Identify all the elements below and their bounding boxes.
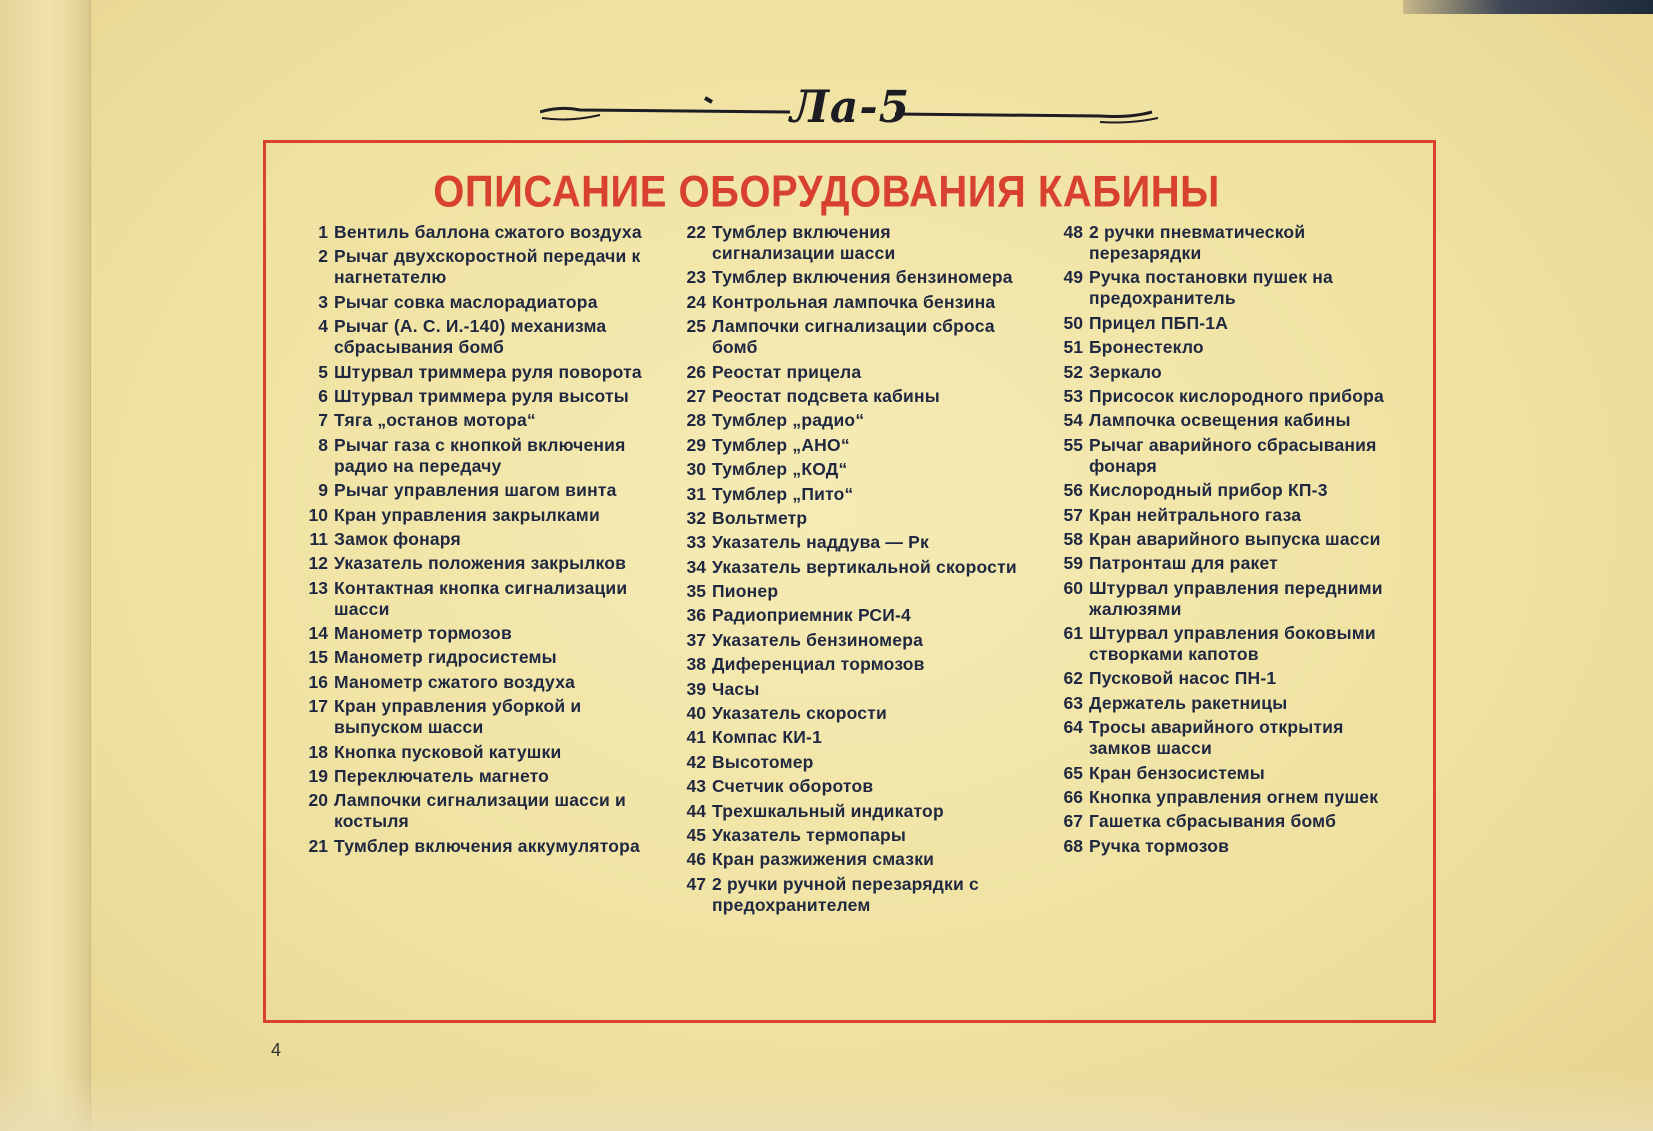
list-item (1055, 693, 1400, 714)
item-number: 66 (1063, 787, 1083, 808)
item-text: Рычаг управления шагом винта (334, 480, 617, 501)
item-number: 40 (686, 703, 706, 724)
item-number: 68 (1063, 835, 1083, 856)
item-number: 57 (1063, 504, 1083, 525)
list-item (678, 654, 1018, 675)
item-number: 65 (1063, 762, 1083, 783)
page-title: ОПИСАНИЕ ОБОРУДОВАНИЯ КАБИНЫ (433, 167, 1220, 217)
item-text: Лампочка освещения кабины (1089, 410, 1351, 431)
item-number: 23 (686, 267, 706, 288)
list-item (678, 825, 1018, 846)
list-item (1055, 386, 1400, 407)
list-item (1055, 811, 1400, 832)
item-number: 11 (309, 528, 328, 549)
item-text: Тумблер „Пито“ (712, 483, 854, 504)
item-number: 24 (686, 291, 706, 312)
item-text: 2 ручки пневматической перезарядки (1089, 222, 1306, 263)
item-number: 55 (1063, 434, 1083, 455)
aircraft-logo: Ла-5 (790, 82, 911, 133)
list-item (300, 480, 645, 501)
item-number: 5 (318, 361, 328, 382)
item-text: Вольтметр (712, 507, 808, 528)
item-text: Тумблер включения сигнализации шасси (712, 222, 896, 263)
item-number: 60 (1063, 577, 1083, 598)
item-number: 1 (318, 222, 328, 242)
item-number: 63 (1063, 692, 1083, 713)
item-number: 26 (686, 361, 706, 382)
item-number: 30 (686, 459, 706, 480)
item-number: 32 (686, 507, 706, 528)
list-item (678, 362, 1018, 383)
item-text: Реостат прицела (712, 361, 862, 382)
item-number: 44 (686, 800, 706, 821)
column-2 (678, 222, 1018, 919)
item-text: Рычаг газа с кнопкой включения радио на передачу (334, 434, 626, 476)
item-number: 37 (686, 629, 706, 650)
column-1 (300, 222, 645, 860)
list-item (678, 459, 1018, 480)
list-item (678, 484, 1018, 505)
item-text: Кнопка пусковой катушки (334, 741, 562, 762)
item-text: Указатель скорости (712, 703, 887, 724)
item-text: Манометр гидросистемы (334, 647, 557, 668)
item-number: 34 (686, 556, 706, 577)
list-item (1055, 717, 1400, 759)
item-text: Компас КИ-1 (712, 727, 823, 748)
item-number: 62 (1063, 668, 1083, 689)
item-text: Кран нейтрального газа (1089, 504, 1302, 525)
list-item (678, 849, 1018, 870)
list-item (300, 529, 645, 550)
item-text: Лампочки сигнализации сброса бомб (712, 316, 995, 358)
item-number: 31 (686, 483, 706, 504)
item-number: 16 (308, 671, 328, 692)
item-text: Указатель наддува — Pк (712, 532, 929, 553)
item-number: 35 (686, 581, 706, 602)
item-number: 6 (318, 385, 328, 406)
item-text: Штурвал управления передними жалюзями (1089, 577, 1383, 619)
item-text: Присосок кислородного прибора (1089, 385, 1384, 406)
list-item (678, 776, 1018, 797)
item-text: Высотомер (712, 751, 814, 772)
item-number: 22 (686, 222, 706, 242)
list-item (678, 532, 1018, 553)
list-item (678, 703, 1018, 724)
item-text: Штурвал управления боковыми створками капотов (1089, 623, 1376, 665)
item-text: Штурвал триммера руля поворота (334, 361, 642, 382)
item-text: Тяга „останов мотора“ (334, 410, 536, 431)
page-number: 4 (271, 1040, 282, 1060)
item-text: Тумблер „радио“ (712, 410, 865, 431)
item-number: 43 (686, 776, 706, 797)
list-item (678, 386, 1018, 407)
item-number: 4 (318, 316, 328, 337)
list-item (678, 267, 1018, 288)
list-item (678, 679, 1018, 700)
list-item (300, 435, 645, 477)
item-number: 61 (1063, 623, 1083, 644)
item-number: 18 (308, 741, 328, 762)
item-number: 58 (1063, 528, 1083, 549)
item-text: Кнопка управления огнем пушек (1089, 787, 1379, 808)
list-item (1055, 480, 1400, 501)
item-text: Замок фонаря (334, 528, 461, 549)
item-number: 3 (318, 291, 328, 312)
item-text: Тросы аварийного открытия замков шасси (1089, 717, 1344, 759)
item-text: Переключатель магнето (334, 766, 550, 787)
item-number: 13 (308, 577, 328, 598)
item-text: Счетчик оборотов (712, 776, 874, 797)
item-text: Ручка тормозов (1089, 835, 1230, 856)
item-number: 19 (308, 766, 328, 787)
list-item (300, 790, 645, 832)
item-text: Штурвал триммера руля высоты (334, 385, 629, 406)
item-number: 25 (686, 316, 706, 337)
item-number: 48 (1063, 222, 1083, 242)
item-text: Бронестекло (1089, 337, 1204, 358)
item-number: 64 (1063, 717, 1083, 738)
item-text: Реостат подсвета кабины (712, 385, 940, 406)
item-number: 17 (308, 696, 328, 717)
item-number: 28 (686, 410, 706, 431)
list-item (300, 623, 645, 644)
list-item (678, 801, 1018, 822)
item-text: Тумблер „АНО“ (712, 434, 850, 455)
item-number: 53 (1063, 385, 1083, 406)
item-text: Пионер (712, 581, 779, 602)
list-item (1055, 267, 1400, 309)
item-number: 27 (686, 385, 706, 406)
item-number: 10 (308, 504, 328, 525)
list-item (300, 292, 645, 313)
list-item (1055, 435, 1400, 477)
list-item (300, 696, 645, 738)
list-item (1055, 529, 1400, 550)
item-text: Тумблер „КОД“ (712, 459, 848, 480)
item-number: 38 (686, 654, 706, 675)
list-item (300, 578, 645, 620)
list-item (300, 410, 645, 431)
item-text: Держатель ракетницы (1089, 692, 1288, 713)
list-item (678, 605, 1018, 626)
list-item (300, 647, 645, 668)
item-number: 12 (308, 553, 328, 574)
list-item (300, 316, 645, 358)
item-number: 8 (318, 434, 328, 455)
item-text: Лампочки сигнализации шасси и костыля (334, 790, 627, 832)
item-text: Указатель термопары (712, 824, 907, 845)
list-item (678, 752, 1018, 773)
list-item (1055, 505, 1400, 526)
list-item (1055, 222, 1400, 264)
item-text: Кран аварийного выпуска шасси (1089, 528, 1381, 549)
list-item (678, 874, 1018, 916)
list-item (678, 316, 1018, 358)
item-text: Рычаг совка маслорадиатора (334, 291, 598, 312)
item-number: 33 (686, 532, 706, 553)
item-number: 42 (686, 751, 706, 772)
item-number: 56 (1063, 480, 1083, 501)
item-text: Рычаг аварийного сбрасывания фонаря (1089, 434, 1377, 476)
item-number: 9 (318, 480, 328, 501)
item-text: Контактная кнопка сигнализации шасси (334, 577, 628, 619)
item-text: Кран управления уборкой и выпуском шасси (334, 696, 582, 738)
item-text: Кран разжижения смазки (712, 849, 935, 870)
item-number: 59 (1063, 553, 1083, 574)
item-text: Тумблер включения аккумулятора (334, 835, 640, 856)
list-item (300, 766, 645, 787)
item-text: Рычаг (А. С. И.-140) механизма сбрасывания бомб (334, 316, 607, 358)
item-text: Контрольная лампочка бензина (712, 291, 996, 312)
list-item (678, 630, 1018, 651)
item-text: Манометр сжатого воздуха (334, 671, 576, 692)
item-text: Кран управления закрылками (334, 504, 600, 525)
item-number: 51 (1063, 337, 1083, 358)
item-text: Радиоприемник РСИ-4 (712, 605, 911, 626)
list-item (1055, 410, 1400, 431)
cover-edge (1403, 0, 1653, 14)
aircraft-header (540, 82, 1160, 142)
list-item (1055, 337, 1400, 358)
list-item (1055, 623, 1400, 665)
item-number: 2 (318, 246, 328, 267)
list-item (300, 505, 645, 526)
item-text: Ручка постановки пушек на предохранитель (1089, 267, 1333, 309)
item-text: Манометр тормозов (334, 623, 512, 644)
item-text: Трехшкальный индикатор (712, 800, 944, 821)
list-item (1055, 362, 1400, 383)
list-item (678, 292, 1018, 313)
item-number: 52 (1063, 361, 1083, 382)
item-text: Часы (712, 678, 760, 699)
item-text: Рычаг двухскоростной передачи к нагнетателю (334, 246, 641, 288)
list-item (300, 742, 645, 763)
item-number: 47 (686, 873, 706, 894)
list-item (678, 435, 1018, 456)
page-bottom-edge (0, 1071, 1653, 1131)
item-number: 41 (686, 727, 706, 748)
list-item (678, 508, 1018, 529)
item-number: 15 (308, 647, 328, 668)
item-number: 54 (1063, 410, 1083, 431)
item-text: Гашетка сбрасывания бомб (1089, 811, 1337, 832)
item-number: 7 (318, 410, 328, 431)
list-item (678, 581, 1018, 602)
item-text: Кислородный прибор КП-3 (1089, 480, 1328, 501)
list-item (300, 222, 645, 243)
list-item (300, 362, 645, 383)
item-text: Кран бензосистемы (1089, 762, 1265, 783)
item-text: Прицел ПБП-1А (1089, 312, 1229, 333)
item-text: 2 ручки ручной перезарядки с предохранителем (712, 873, 979, 915)
list-item (678, 222, 1018, 264)
item-text: Диференциал тормозов (712, 654, 925, 675)
item-number: 49 (1063, 267, 1083, 288)
item-number: 21 (308, 835, 328, 856)
list-item (300, 836, 645, 857)
item-text: Вентиль баллона сжатого воздуха (334, 222, 642, 242)
item-text: Тумблер включения бензиномера (712, 267, 1013, 288)
list-item (1055, 836, 1400, 857)
list-item (1055, 787, 1400, 808)
item-text: Зеркало (1089, 361, 1162, 382)
list-item (1055, 578, 1400, 620)
list-item (300, 672, 645, 693)
item-number: 46 (686, 849, 706, 870)
list-item (678, 557, 1018, 578)
item-text: Патронташ для ракет (1089, 553, 1278, 574)
item-text: Указатель бензиномера (712, 629, 924, 650)
item-number: 45 (686, 824, 706, 845)
item-number: 36 (686, 605, 706, 626)
list-item (1055, 553, 1400, 574)
list-item (300, 553, 645, 574)
list-item (300, 386, 645, 407)
list-item (678, 727, 1018, 748)
item-text: Указатель положения закрылков (334, 553, 627, 574)
list-item (1055, 763, 1400, 784)
column-3 (1055, 222, 1400, 860)
item-number: 39 (686, 678, 706, 699)
item-text: Указатель вертикальной скорости (712, 556, 1017, 577)
list-item (1055, 313, 1400, 334)
item-number: 14 (308, 623, 328, 644)
item-number: 29 (686, 434, 706, 455)
list-item (300, 246, 645, 288)
item-number: 67 (1063, 811, 1083, 832)
list-item (678, 410, 1018, 431)
list-item (1055, 668, 1400, 689)
item-number: 20 (308, 790, 328, 811)
item-number: 50 (1063, 312, 1083, 333)
item-text: Пусковой насос ПН-1 (1089, 668, 1277, 689)
